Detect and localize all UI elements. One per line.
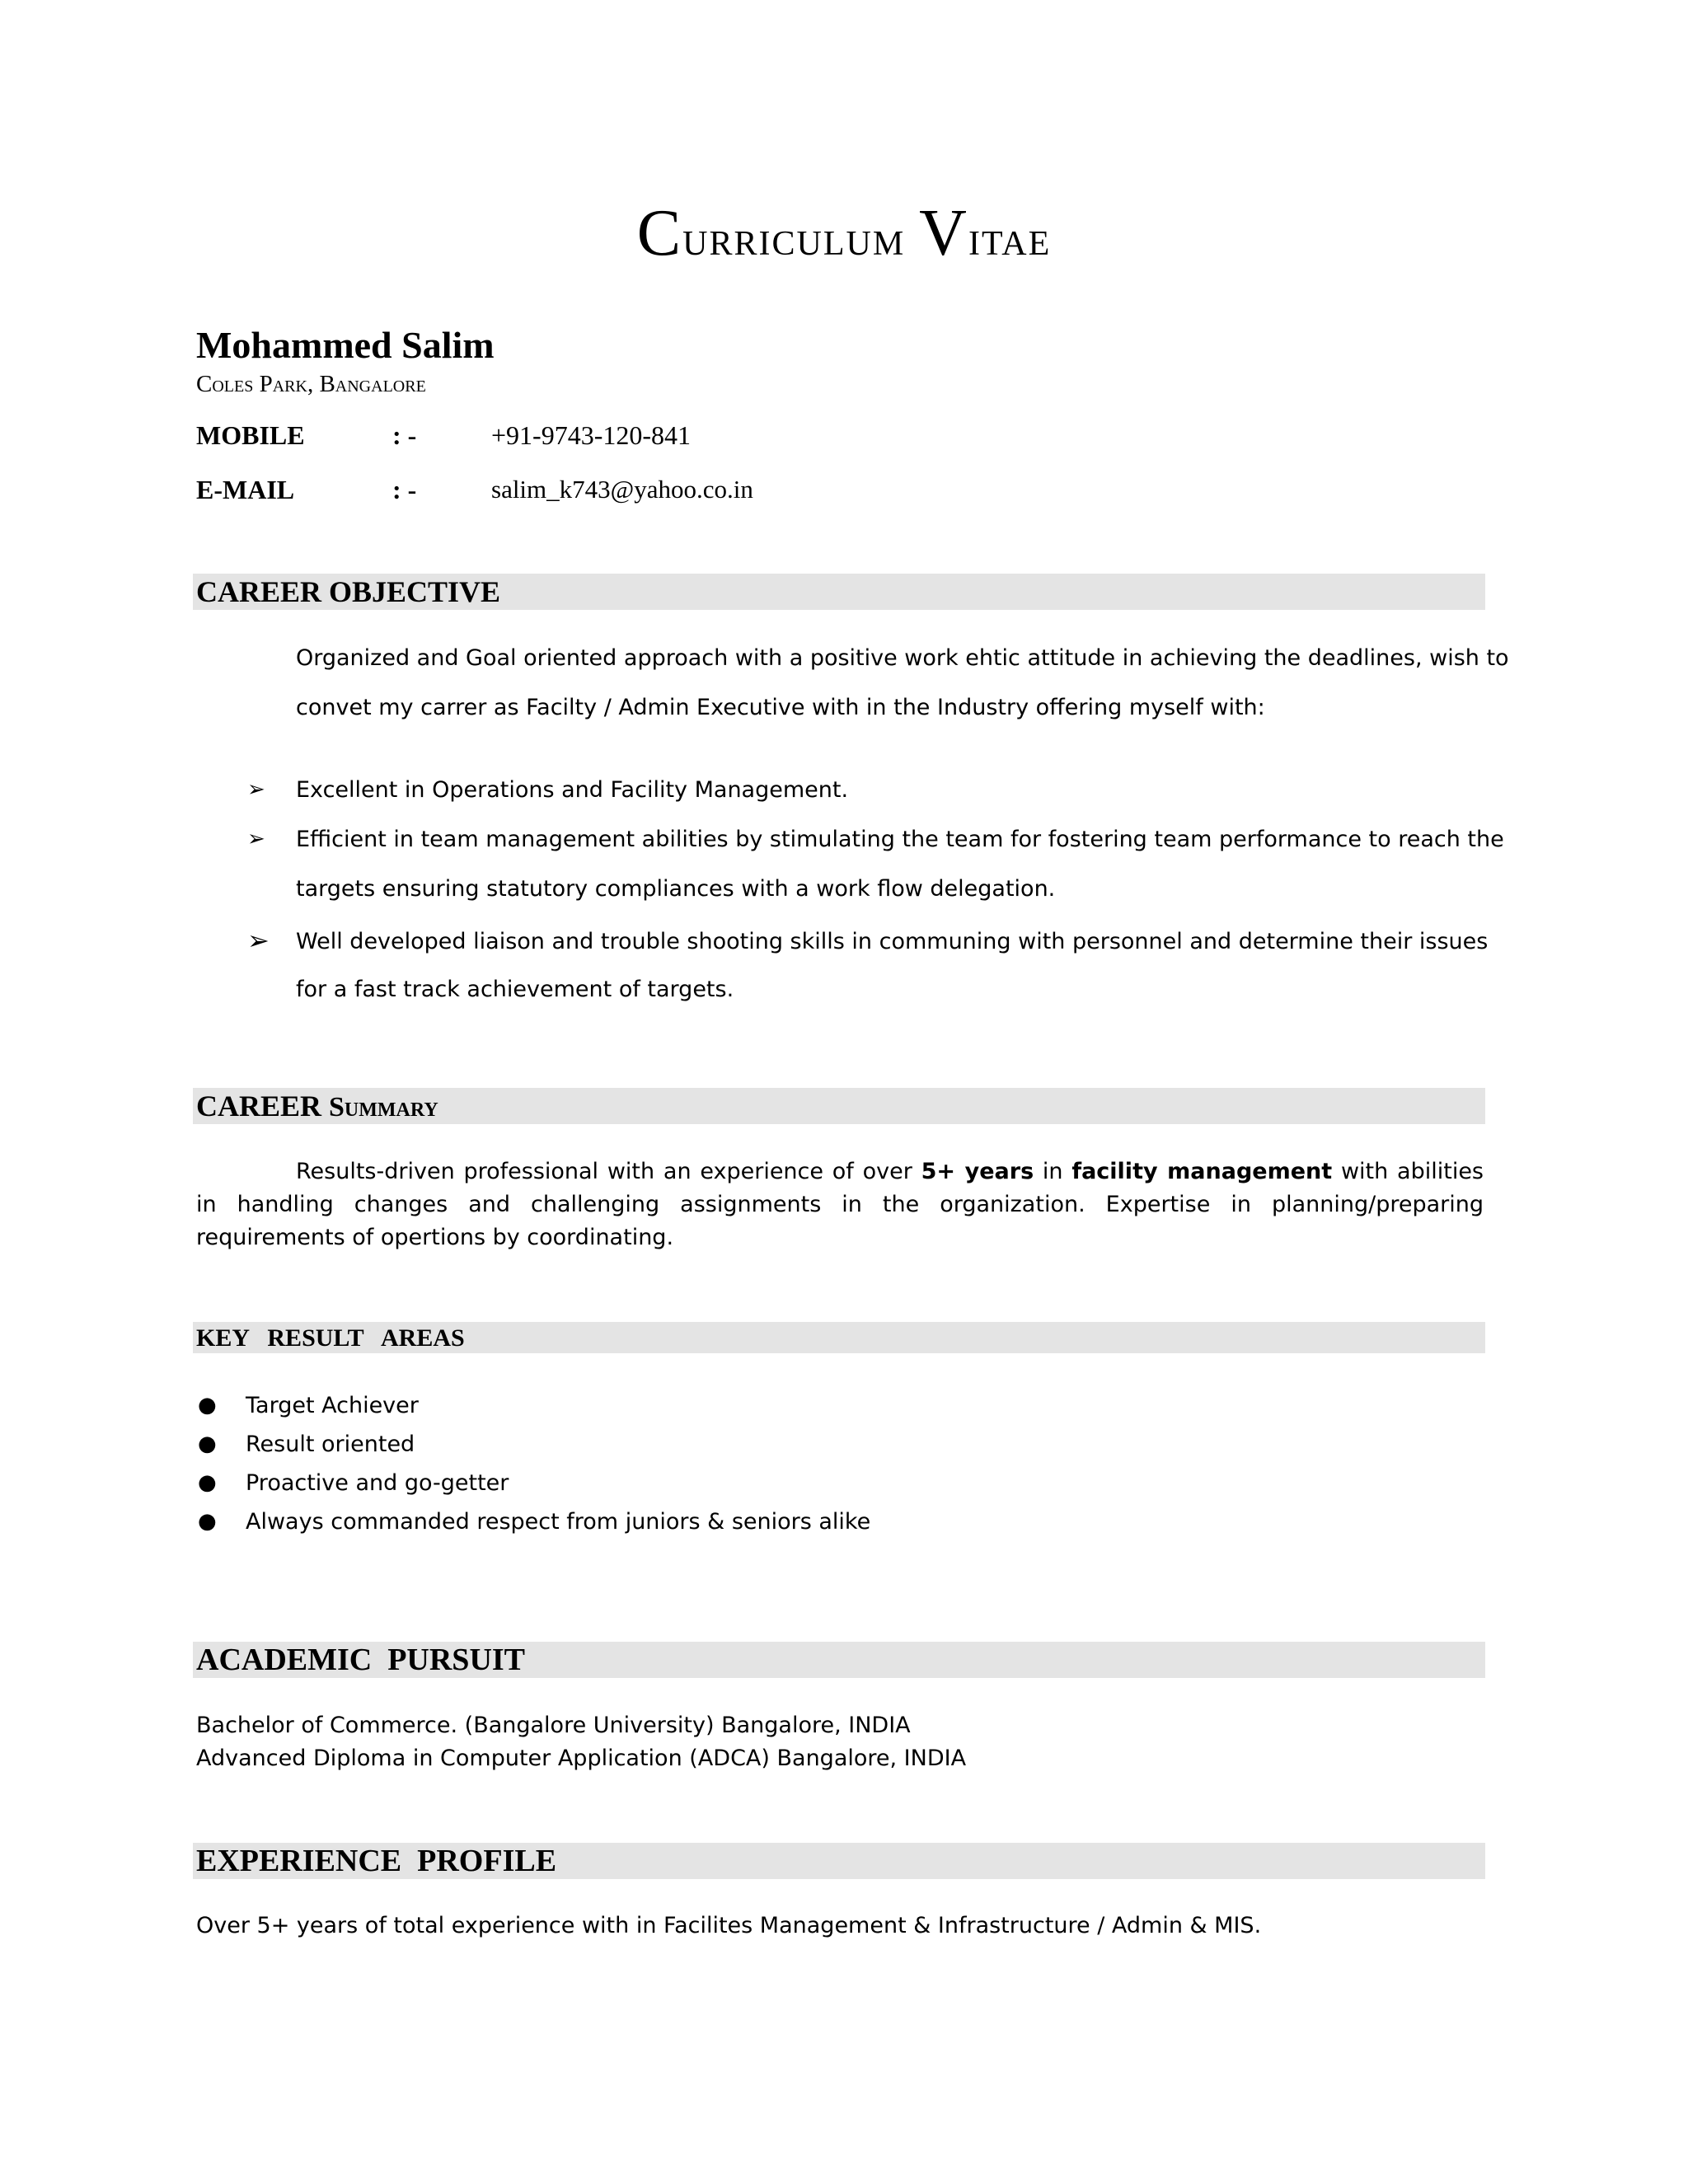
mobile-value: +91-9743-120-841 xyxy=(491,420,692,450)
mobile-label: MOBILE xyxy=(196,420,305,450)
key-result-areas-heading: KEY RESULT AREAS xyxy=(196,1324,465,1352)
dot-bullet-icon: ● xyxy=(198,1470,217,1495)
dot-bullet-icon: ● xyxy=(198,1432,217,1456)
arrow-bullet-icon: ➢ xyxy=(247,827,265,851)
email-separator: : - xyxy=(392,475,417,504)
arrow-bullet-icon: ➢ xyxy=(247,777,265,802)
experience-profile-heading: EXPERIENCE PROFILE xyxy=(196,1844,557,1878)
document-title xyxy=(0,196,1688,271)
candidate-address: Coles Park, Bangalore xyxy=(196,371,426,397)
kra-item: Proactive and go-getter xyxy=(246,1470,509,1496)
email-label: E-MAIL xyxy=(196,475,295,504)
experience-text: Over 5+ years of total experience with in Facilites Management & Infrastructure / Admin & MIS. xyxy=(196,1913,1262,1938)
summary-bold-domain: facility management xyxy=(1071,1159,1333,1184)
title-second-rest: itae xyxy=(968,211,1052,265)
dot-bullet-icon: ● xyxy=(198,1509,217,1534)
kra-item: Result oriented xyxy=(246,1432,415,1457)
mobile-separator: : - xyxy=(392,420,417,450)
career-objective-heading: CAREER OBJECTIVE xyxy=(196,575,501,608)
academic-pursuit-heading: ACADEMIC PURSUIT xyxy=(196,1643,526,1677)
candidate-name: Mohammed Salim xyxy=(196,324,495,366)
objective-intro-line1: Organized and Goal oriented approach with a positive work ehtic attitude in achieving the deadlines, wish to xyxy=(296,645,1509,671)
objective-bullet-1: Excellent in Operations and Facility Management. xyxy=(296,777,849,803)
career-summary-heading xyxy=(196,1089,438,1123)
kra-item: Always commanded respect from juniors & seniors alike xyxy=(246,1509,871,1535)
dot-bullet-icon: ● xyxy=(198,1393,217,1418)
summary-text-part2: in xyxy=(1034,1159,1072,1184)
title-first-cap: C xyxy=(636,197,683,269)
objective-intro-line2: convet my carrer as Facilty / Admin Executive with in the Industry offering myself with: xyxy=(296,695,1265,720)
kra-item: Target Achiever xyxy=(246,1393,419,1418)
summary-bold-years: 5+ years xyxy=(921,1159,1034,1184)
academic-line-1: Bachelor of Commerce. (Bangalore University) Bangalore, INDIA xyxy=(196,1713,911,1738)
objective-bullet-2-line1: Efficient in team management abilities by stimulating the team for fostering team performance to reach the xyxy=(296,827,1504,852)
career-summary-text xyxy=(196,1155,1484,1254)
career-summary-heading-rest: Summary xyxy=(329,1092,438,1122)
career-summary-heading-main: CAREER xyxy=(196,1090,322,1122)
summary-text-part1: Results-driven professional with an experience of over xyxy=(296,1159,921,1184)
summary-text-part3: with abilities in handling changes and challenging assignments in the organization. Expertise in planning/preparing requirements of opertions by coordinating. xyxy=(196,1159,1484,1250)
objective-bullet-3-line2: for a fast track achievement of targets. xyxy=(296,977,734,1002)
academic-line-2: Advanced Diploma in Computer Application (ADCA) Bangalore, INDIA xyxy=(196,1746,967,1771)
title-first-rest: urriculum xyxy=(682,211,906,265)
objective-bullet-3-line1: Well developed liaison and trouble shooting skills in communing with personnel and determine their issues xyxy=(296,929,1489,954)
title-second-cap: V xyxy=(919,197,968,269)
arrow-bullet-icon: ➢ xyxy=(247,925,270,956)
email-value: salim_k743@yahoo.co.in xyxy=(491,475,753,504)
objective-bullet-2-line2: targets ensuring statutory compliances with a work flow delegation. xyxy=(296,876,1056,902)
